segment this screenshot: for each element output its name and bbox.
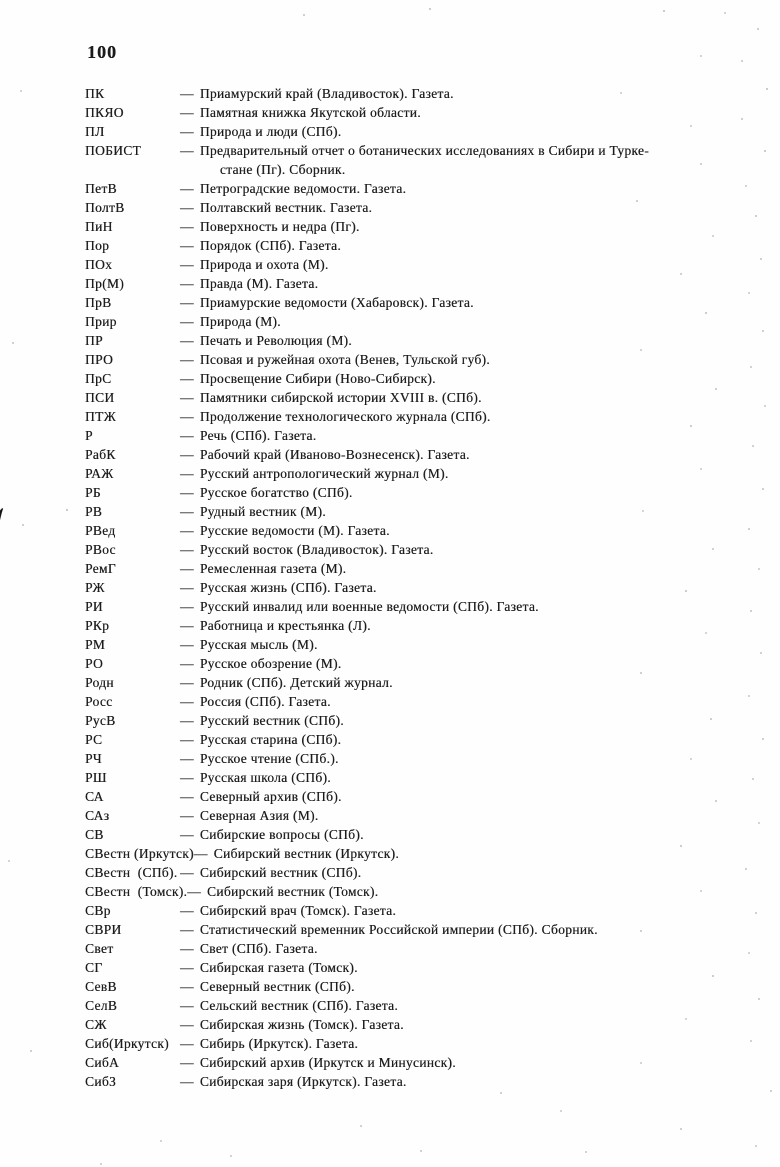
dash-separator: — — [180, 979, 194, 994]
abbreviation-label: ПРО — [85, 352, 114, 367]
abbreviation-entry — [85, 84, 745, 103]
abbreviation-list — [85, 84, 745, 1091]
abbreviation-label: ПР — [85, 333, 103, 348]
abbreviation-entry — [85, 255, 745, 274]
entry-description — [200, 749, 339, 768]
abbreviation-label: Сиб(Иркутск) — [85, 1036, 169, 1051]
abbreviation-entry — [85, 483, 745, 502]
description-line1: Россия (СПб). Газета. — [199, 694, 331, 709]
abbreviation-label: Р — [85, 428, 93, 443]
abbreviation-label: РБ — [85, 485, 101, 500]
entry-description — [200, 179, 406, 198]
abbreviation-label: ПКЯО — [85, 105, 124, 120]
entry-description — [200, 141, 649, 179]
entry-description — [200, 730, 341, 749]
entry-description — [200, 426, 317, 445]
abbreviation-label: СА — [85, 789, 104, 804]
abbreviation-label: СВестн (СПб). — [85, 865, 178, 880]
description-line1: Продолжение технологического журнала (СПб). — [199, 409, 491, 424]
abbreviation-entry — [85, 901, 745, 920]
abbreviation-label: РВос — [85, 542, 116, 557]
entry-description — [200, 540, 434, 559]
abbreviation-entry — [85, 958, 745, 977]
abbreviation-entry — [85, 293, 745, 312]
abbreviation-label: РМ — [85, 637, 106, 652]
entry-description — [200, 502, 326, 521]
dash-separator: — — [180, 770, 194, 785]
abbreviation-entry — [85, 654, 745, 673]
abbreviation-label: РО — [85, 656, 104, 671]
description-line1: Сибирский вестник (СПб). — [199, 865, 362, 880]
entry-description — [200, 521, 390, 540]
dash-separator: — — [180, 485, 194, 500]
dash-separator: — — [180, 390, 194, 405]
dash-separator: — — [180, 447, 194, 462]
dash-separator: — — [180, 295, 194, 310]
description-line1: Русское чтение (СПб.). — [199, 751, 339, 766]
abbreviation-label: Пор — [85, 238, 110, 253]
dash-separator: — — [180, 580, 194, 595]
entry-description — [200, 920, 598, 939]
abbreviation-label: РЖ — [85, 580, 105, 595]
entry-description — [200, 445, 470, 464]
abbreviation-label: РВ — [85, 504, 103, 519]
entry-description — [200, 331, 352, 350]
abbreviation-label: СВестн (Томск). — [85, 884, 188, 899]
abbreviation-label: СЖ — [85, 1017, 107, 1032]
entry-description — [200, 1053, 456, 1072]
abbreviation-entry — [85, 882, 745, 901]
dash-separator: — — [180, 314, 194, 329]
dash-separator: — — [180, 1055, 194, 1070]
entry-description — [200, 578, 377, 597]
entry-description — [200, 312, 281, 331]
abbreviation-label: Пр(М) — [85, 276, 124, 291]
abbreviation-label: Родн — [85, 675, 114, 690]
entry-description — [200, 236, 341, 255]
abbreviation-entry — [85, 730, 745, 749]
abbreviation-entry — [85, 388, 745, 407]
description-line1: Русская жизнь (СПб). Газета. — [199, 580, 377, 595]
entry-description — [200, 806, 319, 825]
dash-separator: — — [180, 998, 194, 1013]
abbreviation-entry — [85, 635, 745, 654]
abbreviation-label: СВестн (Иркутск) — [85, 846, 194, 861]
entry-description — [200, 369, 436, 388]
description-line1: Природа (М). — [199, 314, 281, 329]
abbreviation-label: РЧ — [85, 751, 102, 766]
dash-separator: — — [187, 884, 201, 899]
description-line1: Сибирская газета (Томск). — [199, 960, 358, 975]
abbreviation-entry — [85, 426, 745, 445]
description-line1: Рудный вестник (М). — [199, 504, 326, 519]
description-line1: Русское обозрение (М). — [199, 656, 342, 671]
dash-separator: — — [180, 827, 194, 842]
abbreviation-entry — [85, 711, 745, 730]
description-line1: Русская школа (СПб). — [199, 770, 331, 785]
dash-separator: — — [180, 352, 194, 367]
description-line1: Сибирская заря (Иркутск). Газета. — [199, 1074, 407, 1089]
abbreviation-label: СВр — [85, 903, 111, 918]
dash-separator: — — [180, 808, 194, 823]
abbreviation-entry — [85, 236, 745, 255]
abbreviation-label: ПК — [85, 86, 105, 101]
entry-description — [200, 559, 347, 578]
abbreviation-entry — [85, 673, 745, 692]
abbreviation-entry — [85, 787, 745, 806]
description-line1: Памятники сибирской истории XVIII в. (СПб). — [199, 390, 482, 405]
abbreviation-label: ПТЖ — [85, 409, 116, 424]
abbreviation-entry — [85, 996, 745, 1015]
description-line1: Сибирские вопросы (СПб). — [199, 827, 364, 842]
dash-separator: — — [180, 200, 194, 215]
abbreviation-label: ПЛ — [85, 124, 105, 139]
entry-description — [200, 635, 318, 654]
description-line1: Псовая и ружейная охота (Венев, Тульской губ). — [199, 352, 490, 367]
entry-description — [200, 388, 482, 407]
entry-description — [207, 882, 378, 901]
entry-description — [200, 198, 372, 217]
abbreviation-label: Росс — [85, 694, 113, 709]
abbreviation-entry — [85, 217, 745, 236]
abbreviation-entry — [85, 825, 745, 844]
description-line1: Сибирский врач (Томск). Газета. — [199, 903, 397, 918]
description-line1: Порядок (СПб). Газета. — [199, 238, 342, 253]
dash-separator: — — [180, 105, 194, 120]
abbreviation-label: ПетВ — [85, 181, 117, 196]
abbreviation-entry — [85, 312, 745, 331]
abbreviation-entry — [85, 559, 745, 578]
abbreviation-label: СВРИ — [85, 922, 122, 937]
description-line2: стане (Пг). Сборник. — [219, 162, 346, 177]
entry-description — [200, 274, 318, 293]
abbreviation-entry — [85, 445, 745, 464]
abbreviation-label: РусВ — [85, 713, 116, 728]
entry-description — [200, 84, 454, 103]
description-line1: Русская старина (СПб). — [199, 732, 342, 747]
description-line1: Русский восток (Владивосток). Газета. — [199, 542, 434, 557]
abbreviation-entry — [85, 920, 745, 939]
dash-separator: — — [180, 1036, 194, 1051]
entry-description — [200, 673, 393, 692]
dash-separator: — — [180, 219, 194, 234]
abbreviation-label: ПСИ — [85, 390, 115, 405]
dash-separator: — — [180, 789, 194, 804]
abbreviation-label: ПОБИСТ — [85, 143, 142, 158]
abbreviation-label: РабК — [85, 447, 116, 462]
description-line1: Петроградские ведомости. Газета. — [199, 181, 407, 196]
abbreviation-entry — [85, 1015, 745, 1034]
abbreviation-entry — [85, 141, 745, 179]
abbreviation-label: Прир — [85, 314, 117, 329]
dash-separator: — — [180, 903, 194, 918]
entry-description — [200, 616, 371, 635]
abbreviation-entry — [85, 407, 745, 426]
abbreviation-entry — [85, 274, 745, 293]
entry-description — [200, 996, 398, 1015]
description-line1: Северный вестник (СПб). — [199, 979, 355, 994]
dash-separator: — — [180, 656, 194, 671]
abbreviation-entry — [85, 179, 745, 198]
description-line1: Русский инвалид или военные ведомости (СПб). Газета. — [199, 599, 539, 614]
abbreviation-label: СелВ — [85, 998, 118, 1013]
scan-noise-speckles — [0, 0, 2, 2]
dash-separator: — — [180, 409, 194, 424]
entry-description — [200, 217, 360, 236]
abbreviation-entry — [85, 939, 745, 958]
dash-separator: — — [180, 675, 194, 690]
entry-description — [200, 1072, 407, 1091]
description-line1: Русская мысль (М). — [199, 637, 318, 652]
entry-description — [200, 1034, 358, 1053]
abbreviation-label: СВ — [85, 827, 104, 842]
dash-separator: — — [180, 504, 194, 519]
abbreviation-entry — [85, 369, 745, 388]
description-line1: Предварительный отчет о ботанических исследованиях в Сибири и Турке- — [199, 143, 650, 158]
ink-mark — [0, 507, 7, 524]
description-line1: Сибирский вестник (Томск). — [207, 884, 379, 899]
page-number: 100 — [87, 42, 117, 62]
description-line1: Приамурские ведомости (Хабаровск). Газета. — [199, 295, 474, 310]
abbreviation-label: РИ — [85, 599, 103, 614]
abbreviation-entry — [85, 616, 745, 635]
entry-description — [200, 825, 364, 844]
description-line1: Северная Азия (М). — [199, 808, 319, 823]
abbreviation-entry — [85, 540, 745, 559]
description-line1: Русские ведомости (М). Газета. — [199, 523, 390, 538]
dash-separator: — — [180, 181, 194, 196]
abbreviation-entry — [85, 863, 745, 882]
dash-separator: — — [180, 618, 194, 633]
description-line1: Правда (М). Газета. — [199, 276, 319, 291]
entry-description — [200, 958, 358, 977]
abbreviation-label: РШ — [85, 770, 107, 785]
description-line1: Приамурский край (Владивосток). Газета. — [199, 86, 454, 101]
entry-description — [200, 1015, 404, 1034]
abbreviation-entry — [85, 806, 745, 825]
abbreviation-label: СГ — [85, 960, 103, 975]
dash-separator: — — [180, 713, 194, 728]
abbreviation-entry — [85, 977, 745, 996]
dash-separator: — — [180, 599, 194, 614]
description-line1: Просвещение Сибири (Ново-Сибирск). — [199, 371, 436, 386]
dash-separator: — — [180, 960, 194, 975]
description-line1: Ремесленная газета (М). — [199, 561, 347, 576]
abbreviation-label: СевВ — [85, 979, 117, 994]
description-line1: Родник (СПб). Детский журнал. — [199, 675, 393, 690]
description-line1: Работница и крестьянка (Л). — [199, 618, 371, 633]
abbreviation-label: ПрС — [85, 371, 112, 386]
abbreviation-entry — [85, 502, 745, 521]
dash-separator: — — [180, 257, 194, 272]
dash-separator: — — [180, 922, 194, 937]
entry-description — [200, 654, 342, 673]
abbreviation-entry — [85, 122, 745, 141]
description-line1: Сибирский вестник (Иркутск). — [213, 846, 400, 861]
abbreviation-label: СибА — [85, 1055, 120, 1070]
dash-separator: — — [180, 124, 194, 139]
description-line1: Северный архив (СПб). — [199, 789, 342, 804]
description-line1: Сибирская жизнь (Томск). Газета. — [199, 1017, 404, 1032]
entry-description — [200, 103, 421, 122]
entry-description — [200, 255, 329, 274]
entry-description — [200, 483, 353, 502]
dash-separator: — — [180, 86, 194, 101]
description-line1: Сельский вестник (СПб). Газета. — [199, 998, 399, 1013]
description-line1: Статистический временник Российской империи (СПб). Сборник. — [199, 922, 598, 937]
abbreviation-label: ПрВ — [85, 295, 112, 310]
entry-description — [200, 122, 342, 141]
abbreviation-label: Свет — [85, 941, 114, 956]
abbreviation-entry — [85, 597, 745, 616]
dash-separator: — — [180, 561, 194, 576]
dash-separator: — — [180, 694, 194, 709]
abbreviation-entry — [85, 749, 745, 768]
description-line1: Поверхность и недра (Пг). — [199, 219, 360, 234]
abbreviation-label: РАЖ — [85, 466, 114, 481]
abbreviation-entry — [85, 1034, 745, 1053]
description-line1: Русское богатство (СПб). — [199, 485, 353, 500]
abbreviation-label: САз — [85, 808, 110, 823]
entry-description — [200, 768, 331, 787]
dash-separator: — — [180, 143, 194, 158]
entry-description — [200, 901, 396, 920]
abbreviation-entry — [85, 692, 745, 711]
description-line1: Русский вестник (СПб). — [199, 713, 344, 728]
entry-description — [200, 464, 449, 483]
entry-description — [200, 939, 318, 958]
dash-separator: — — [180, 333, 194, 348]
entry-description — [214, 844, 399, 863]
abbreviation-label: РемГ — [85, 561, 116, 576]
entry-description — [200, 692, 331, 711]
entry-description — [200, 863, 362, 882]
abbreviation-label: ПОх — [85, 257, 113, 272]
dash-separator: — — [180, 371, 194, 386]
abbreviation-entry — [85, 331, 745, 350]
dash-separator: — — [193, 846, 208, 861]
abbreviation-label: ПолтВ — [85, 200, 125, 215]
description-line1: Свет (СПб). Газета. — [199, 941, 318, 956]
entry-description — [200, 977, 355, 996]
abbreviation-entry — [85, 198, 745, 217]
entry-description — [200, 293, 474, 312]
dash-separator: — — [180, 428, 194, 443]
abbreviation-label: РКр — [85, 618, 110, 633]
abbreviation-entry — [85, 844, 745, 863]
abbreviation-label: РС — [85, 732, 103, 747]
dash-separator: — — [180, 523, 194, 538]
dash-separator: — — [180, 1074, 194, 1089]
dash-separator: — — [180, 637, 194, 652]
abbreviation-entry — [85, 464, 745, 483]
abbreviation-entry — [85, 1072, 745, 1091]
abbreviation-entry — [85, 1053, 745, 1072]
description-line1: Сибирский архив (Иркутск и Минусинск). — [199, 1055, 456, 1070]
description-line1: Печать и Революция (М). — [199, 333, 352, 348]
entry-description — [200, 711, 344, 730]
dash-separator: — — [180, 1017, 194, 1032]
entry-description — [200, 350, 490, 369]
abbreviation-entry — [85, 103, 745, 122]
dash-separator: — — [180, 276, 194, 291]
abbreviation-entry — [85, 350, 745, 369]
dash-separator: — — [180, 238, 194, 253]
description-line1: Природа и люди (СПб). — [199, 124, 342, 139]
abbreviation-label: СибЗ — [85, 1074, 117, 1089]
description-line1: Природа и охота (М). — [199, 257, 329, 272]
dash-separator: — — [180, 732, 194, 747]
abbreviation-label: РВед — [85, 523, 116, 538]
abbreviation-entry — [85, 578, 745, 597]
entry-description — [200, 787, 342, 806]
dash-separator: — — [180, 941, 194, 956]
description-line1: Сибирь (Иркутск). Газета. — [199, 1036, 359, 1051]
description-line1: Русский антропологический журнал (М). — [199, 466, 449, 481]
dash-separator: — — [180, 466, 194, 481]
abbreviation-entry — [85, 521, 745, 540]
entry-description — [200, 407, 491, 426]
description-line1: Полтавский вестник. Газета. — [199, 200, 373, 215]
description-line1: Памятная книжка Якутской области. — [199, 105, 421, 120]
description-line1: Рабочий край (Иваново-Вознесенск). Газета. — [199, 447, 470, 462]
dash-separator: — — [180, 751, 194, 766]
abbreviation-label: ПиН — [85, 219, 113, 234]
abbreviation-entry — [85, 768, 745, 787]
dash-separator: — — [180, 542, 194, 557]
description-line1: Речь (СПб). Газета. — [199, 428, 317, 443]
entry-description — [200, 597, 539, 616]
dash-separator: — — [180, 865, 194, 880]
